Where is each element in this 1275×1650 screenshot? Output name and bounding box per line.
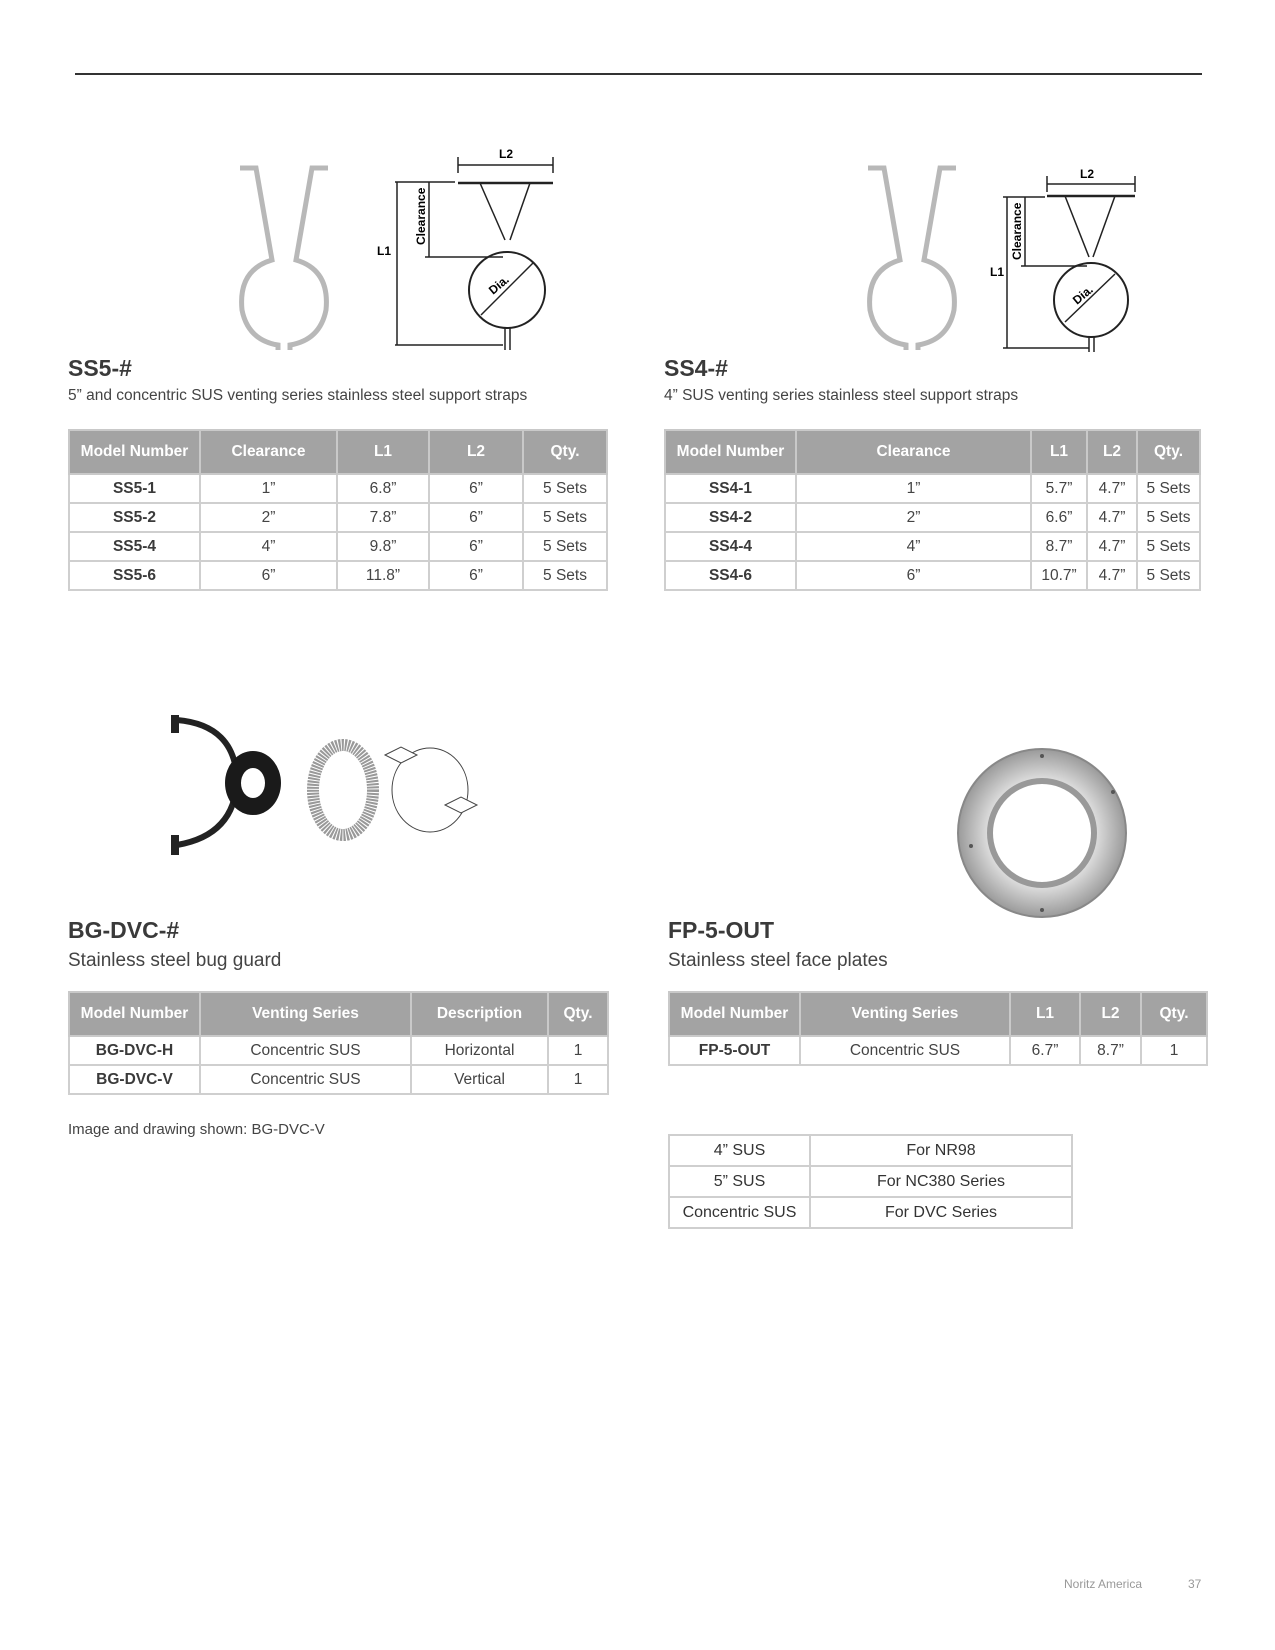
ss4-header-row [665, 430, 1200, 474]
table-cell: 6” [429, 561, 523, 590]
column-header: L2 [1080, 992, 1141, 1036]
table-cell: 1” [200, 474, 337, 503]
table-row [669, 1036, 1207, 1065]
ss5-l2-label: L2 [499, 147, 514, 161]
bg-subtitle: Stainless steel bug guard [68, 950, 282, 971]
table-cell: 9.8” [337, 532, 429, 561]
column-header: Venting Series [200, 992, 411, 1036]
table-cell: Concentric SUS [200, 1036, 411, 1065]
column-header: L2 [1087, 430, 1137, 474]
column-header: Model Number [69, 430, 200, 474]
table-cell: 6” [200, 561, 337, 590]
table-cell: For NC380 Series [810, 1166, 1072, 1197]
table-row [665, 474, 1200, 503]
table-cell: 6” [429, 532, 523, 561]
top-rule [75, 73, 1202, 75]
ss4-subtitle: 4” SUS venting series stainless steel support straps [664, 387, 1019, 404]
table-cell: 4” [796, 532, 1031, 561]
table-cell: 5 Sets [523, 503, 607, 532]
column-header: Qty. [1137, 430, 1200, 474]
table-cell: 5.7” [1031, 474, 1087, 503]
column-header: Qty. [523, 430, 607, 474]
table-cell: 4” SUS [669, 1135, 810, 1166]
table-cell: 6” [429, 503, 523, 532]
ss5-table [68, 429, 608, 591]
table-row [665, 532, 1200, 561]
ss4-clearance-label: Clearance [1010, 202, 1024, 260]
table-row [669, 1197, 1072, 1228]
table-cell: 6.6” [1031, 503, 1087, 532]
fp-title: FP-5-OUT [668, 917, 775, 943]
footer-page-number: 37 [1188, 1577, 1202, 1591]
fp-subtitle: Stainless steel face plates [668, 950, 888, 971]
table-row [69, 561, 607, 590]
column-header: Model Number [669, 992, 800, 1036]
table-cell: 6.7” [1010, 1036, 1080, 1065]
table-cell: Vertical [411, 1065, 548, 1094]
table-cell: 5 Sets [1137, 503, 1200, 532]
table-cell: 5 Sets [523, 532, 607, 561]
table-cell: Horizontal [411, 1036, 548, 1065]
ss4-dimension-diagram [985, 162, 1145, 352]
bg-header-row [69, 992, 608, 1036]
ss5-clearance-label: Clearance [414, 187, 428, 245]
table-row [69, 474, 607, 503]
model-number-cell: SS5-6 [69, 561, 200, 590]
table-row [69, 532, 607, 561]
column-header: L1 [1010, 992, 1080, 1036]
model-number-cell: BG-DVC-V [69, 1065, 200, 1094]
ss5-header-row [69, 430, 607, 474]
ss5-title: SS5-# [68, 355, 132, 381]
model-number-cell: SS4-1 [665, 474, 796, 503]
table-cell: 10.7” [1031, 561, 1087, 590]
column-header: Model Number [665, 430, 796, 474]
table-cell: Concentric SUS [200, 1065, 411, 1094]
ss4-l2-label: L2 [1080, 167, 1095, 181]
table-cell: 4” [200, 532, 337, 561]
table-row [665, 503, 1200, 532]
table-row [69, 1065, 608, 1094]
table-cell: 2” [796, 503, 1031, 532]
table-cell: 5” SUS [669, 1166, 810, 1197]
column-header: Clearance [200, 430, 337, 474]
fp-face-plate-image [955, 746, 1130, 921]
ss5-dia-label: Dia. [485, 272, 512, 298]
column-header: Qty. [548, 992, 608, 1036]
table-cell: 8.7” [1031, 532, 1087, 561]
model-number-cell: SS4-2 [665, 503, 796, 532]
table-cell: For NR98 [810, 1135, 1072, 1166]
table-cell: 2” [200, 503, 337, 532]
table-cell: 4.7” [1087, 503, 1137, 532]
table-cell: 7.8” [337, 503, 429, 532]
table-cell: 6” [429, 474, 523, 503]
venting-compatibility-table [668, 1134, 1073, 1229]
table-row [69, 503, 607, 532]
table-cell: 8.7” [1080, 1036, 1141, 1065]
ss4-strap-image [858, 160, 968, 352]
table-cell: 4.7” [1087, 532, 1137, 561]
table-cell: For DVC Series [810, 1197, 1072, 1228]
table-row [669, 1166, 1072, 1197]
table-cell: Concentric SUS [669, 1197, 810, 1228]
column-header: Description [411, 992, 548, 1036]
model-number-cell: SS5-2 [69, 503, 200, 532]
bg-table [68, 991, 609, 1095]
ss4-dia-label: Dia. [1069, 282, 1096, 308]
ss4-title: SS4-# [664, 355, 728, 381]
model-number-cell: FP-5-OUT [669, 1036, 800, 1065]
column-header: L1 [337, 430, 429, 474]
table-cell: 1” [796, 474, 1031, 503]
column-header: L2 [429, 430, 523, 474]
table-cell: 5 Sets [1137, 474, 1200, 503]
footer-brand: Noritz America [1064, 1577, 1143, 1591]
table-cell: 1 [1141, 1036, 1207, 1065]
ss4-l1-label: L1 [990, 265, 1005, 279]
model-number-cell: SS5-4 [69, 532, 200, 561]
table-cell: Concentric SUS [800, 1036, 1010, 1065]
table-row [669, 1135, 1072, 1166]
ss5-l1-label: L1 [377, 244, 392, 258]
table-cell: 5 Sets [1137, 561, 1200, 590]
ss5-strap-image [230, 160, 340, 352]
table-cell: 5 Sets [523, 474, 607, 503]
ss4-table [664, 429, 1201, 591]
table-cell: 1 [548, 1065, 608, 1094]
ss5-dimension-diagram [377, 145, 565, 350]
model-number-cell: SS4-6 [665, 561, 796, 590]
bg-dvc-image [165, 715, 500, 860]
table-cell: 4.7” [1087, 474, 1137, 503]
model-number-cell: SS4-4 [665, 532, 796, 561]
fp-header-row [669, 992, 1207, 1036]
bg-title: BG-DVC-# [68, 917, 180, 943]
ss5-subtitle: 5” and concentric SUS venting series stainless steel support straps [68, 387, 528, 404]
bg-image-caption: Image and drawing shown: BG-DVC-V [68, 1121, 325, 1138]
column-header: Model Number [69, 992, 200, 1036]
table-cell: 5 Sets [523, 561, 607, 590]
table-row [69, 1036, 608, 1065]
table-cell: 6” [796, 561, 1031, 590]
table-row [665, 561, 1200, 590]
table-cell: 11.8” [337, 561, 429, 590]
column-header: Venting Series [800, 992, 1010, 1036]
column-header: Qty. [1141, 992, 1207, 1036]
table-cell: 5 Sets [1137, 532, 1200, 561]
model-number-cell: BG-DVC-H [69, 1036, 200, 1065]
table-cell: 1 [548, 1036, 608, 1065]
column-header: L1 [1031, 430, 1087, 474]
table-cell: 6.8” [337, 474, 429, 503]
model-number-cell: SS5-1 [69, 474, 200, 503]
table-cell: 4.7” [1087, 561, 1137, 590]
column-header: Clearance [796, 430, 1031, 474]
fp-table [668, 991, 1208, 1066]
